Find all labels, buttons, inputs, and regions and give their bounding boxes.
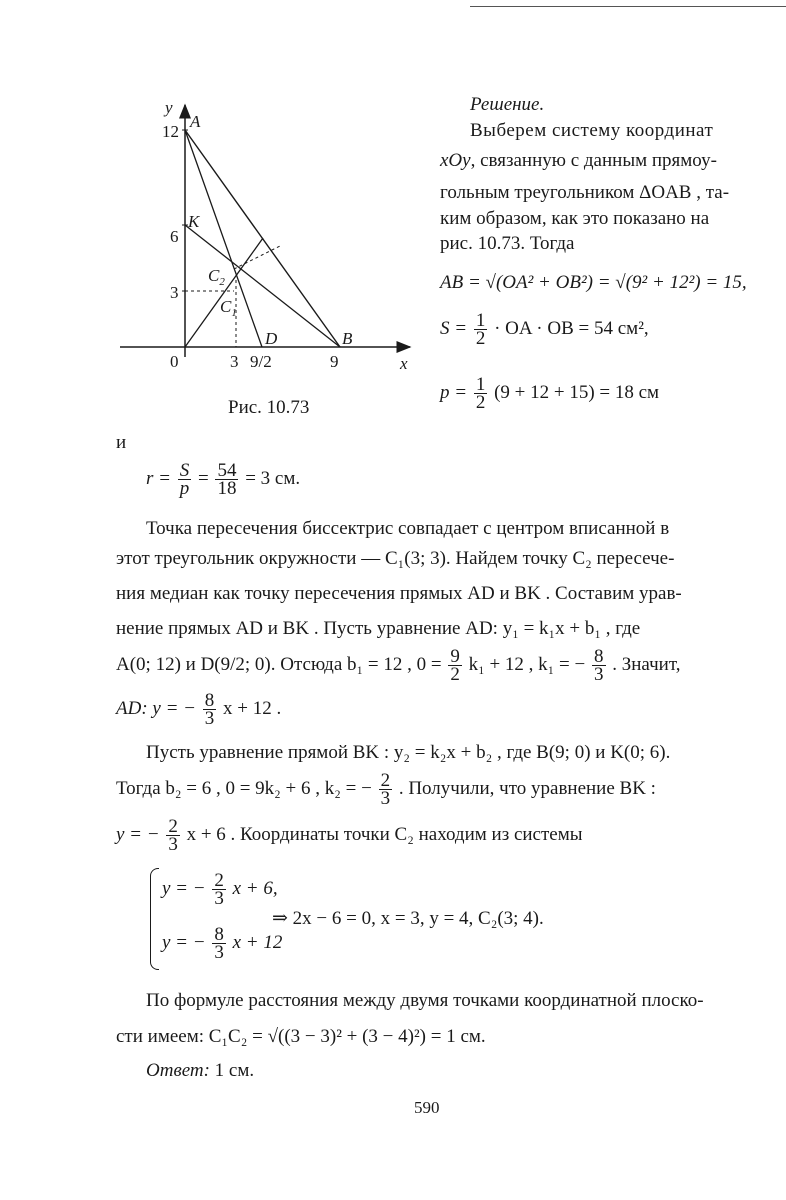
- label-c2: $C_2$: [208, 266, 225, 288]
- system-result: ⇒ 2x − 6 = 0, x = 3, y = 4, C₂(3; 4).: [272, 908, 544, 929]
- formula-s: S = $\frac{1}{2}$ · OA · OB = 54 см²,: [440, 310, 649, 349]
- para1-line2: этот треугольник окружности — C₁(3; 3). Найдем точку C₂ пересече-: [116, 548, 675, 569]
- conjunction-and: и: [116, 432, 127, 453]
- label-d: D: [265, 329, 278, 348]
- label-k: K: [188, 212, 200, 231]
- label-c1: $C_1$: [220, 297, 237, 319]
- intro-line-2: xOy, связанную с данным прямоу-: [440, 150, 717, 171]
- para1-line5: A(0; 12) и D(9/2; 0). Отсюда b₁ = 12 , 0 = $\frac{9}{2}$ k₁ + 12 , k₁ = − $\frac{8}{3}$ . Значит,: [116, 646, 681, 685]
- formula-ab: AB = √(OA² + OB²) = √(9² + 12²) = 15,: [440, 272, 747, 293]
- para1-line1: Точка пересечения биссектрис совпадает с центром вписанной в: [146, 518, 670, 539]
- label-y12: 12: [162, 122, 179, 141]
- para1-line4: нение прямых AD и BK . Пусть уравнение AD: y₁ = k₁x + b₁ , где: [116, 618, 641, 639]
- answer: Ответ: 1 см.: [146, 1060, 255, 1081]
- label-origin: 0: [170, 352, 179, 371]
- intro-line-3: гольным треугольником ΔOAB , та-: [440, 182, 730, 203]
- figure-10-73: [110, 95, 430, 385]
- para2-line2: Тогда b₂ = 6 , 0 = 9k₂ + 6 , k₂ = − $\frac{2}{3}$ . Получили, что уравнение BK :: [116, 770, 656, 809]
- header-rule: [470, 6, 786, 7]
- label-x9: 9: [330, 352, 339, 371]
- label-a: A: [190, 112, 201, 131]
- intro-line-1: Выберем систему координат: [470, 120, 714, 141]
- bisector-o: [185, 238, 263, 347]
- label-y6: 6: [170, 227, 179, 246]
- equation-ad: AD: y = − $\frac{8}{3}$ x + 12 .: [116, 690, 282, 729]
- formula-p: p = $\frac{1}{2}$ (9 + 12 + 15) = 18 см: [440, 374, 660, 413]
- intro-line-4: ким образом, как это показано на: [440, 208, 710, 229]
- label-x3: 3: [230, 352, 239, 371]
- dash-perpendicular: [234, 245, 282, 269]
- equation-bk: y = − $\frac{2}{3}$ x + 6 . Координаты точки C₂ находим из системы: [116, 816, 583, 855]
- page-number: 590: [414, 1098, 440, 1117]
- label-b: B: [342, 329, 353, 348]
- para3-line2: сти имеем: C₁C₂ = √((3 − 3)² + (3 − 4)²) = 1 см.: [116, 1026, 486, 1047]
- system-eq-2: y = − $\frac{8}{3}$ x + 12: [162, 924, 283, 963]
- intro-line-5: рис. 10.73. Тогда: [440, 233, 575, 254]
- system-brace: [150, 868, 159, 970]
- para3-line1: По формуле расстояния между двумя точками координатной плоско-: [146, 990, 704, 1011]
- label-x9-2: 9/2: [250, 352, 272, 371]
- label-axis-x: x: [400, 354, 408, 373]
- formula-r: r = $\frac{S}{p}$ = $\frac{54}{18}$ = 3 см.: [146, 460, 301, 499]
- figure-caption: Рис. 10.73: [228, 397, 310, 418]
- label-y3: 3: [170, 283, 179, 302]
- para1-line3: ния медиан как точку пересечения прямых AD и BK . Составим урав-: [116, 583, 682, 604]
- solution-heading: Решение.: [470, 94, 545, 115]
- system-eq-1: y = − $\frac{2}{3}$ x + 6,: [162, 870, 278, 909]
- para2-line1: Пусть уравнение прямой BK : y₂ = k₂x + b₂ , где B(9; 0) и K(0; 6).: [146, 742, 671, 763]
- label-axis-y: y: [165, 98, 173, 117]
- median-bk: [185, 225, 340, 347]
